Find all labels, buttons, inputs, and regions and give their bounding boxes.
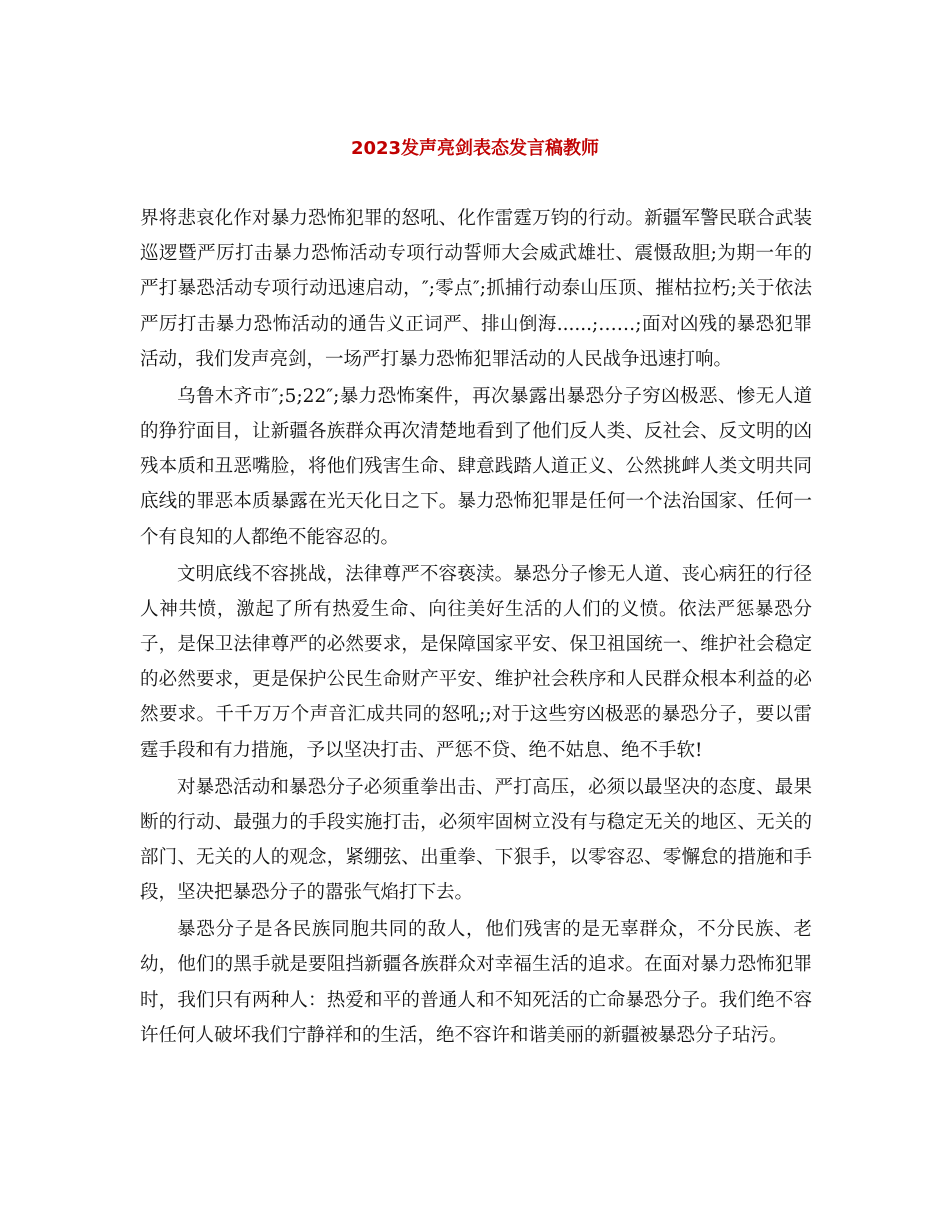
paragraph-3: 文明底线不容挑战，法律尊严不容亵渎。暴恐分子惨无人道、丧心病狂的行径人神共愤，激起了所有热爱生命、向往美好生活的人们的义愤。依法严惩暴恐分子，是保卫法律尊严的必然要求，是保障国家平安、保卫祖国统一、维护社会稳定的必然要求，更是保护公民生命财产平安、维护社会秩序和人民群众根本利益的必然要求。千千万万个声音汇成共同的怒吼;;对于这些穷凶极恶的暴恐分子，要以雷霆手段和有力措施，予以坚决打击、严惩不贷、绝不姑息、绝不手软! (140, 563, 812, 761)
paragraph-5: 暴恐分子是各民族同胞共同的敌人，他们残害的是无辜群众，不分民族、老幼，他们的黑手就是要阻挡新疆各族群众对幸福生活的追求。在面对暴力恐怖犯罪时，我们只有两种人：热爱和平的普通人和不知死活的亡命暴恐分子。我们绝不容许任何人破坏我们宁静祥和的生活，绝不容许和谐美丽的新疆被暴恐分子玷污。 (140, 919, 812, 1046)
document-body (140, 201, 812, 1055)
document-title: 2023发声亮剑表态发言稿教师 (350, 138, 600, 159)
paragraph-4: 对暴恐活动和暴恐分子必须重拳出击、严打高压，必须以最坚决的态度、最果断的行动、最强力的手段实施打击，必须牢固树立没有与稳定无关的地区、无关的部门、无关的人的观念，紧绷弦、出重拳、下狠手，以零容忍、零懈怠的措施和手段，坚决把暴恐分子的嚣张气焰打下去。 (140, 776, 812, 904)
paragraph-1: 界将悲哀化作对暴力恐怖犯罪的怒吼、化作雷霆万钧的行动。新疆军警民联合武装巡逻暨严厉打击暴力恐怖活动专项行动誓师大会威武雄壮、震慑敌胆;为期一年的严打暴恐活动专项行动迅速启动，″;零点″;抓捕行动泰山压顶、摧枯拉朽;关于依法严厉打击暴力恐怖活动的通告义正词严、排山倒海......;……;面对凶残的暴恐犯罪活动，我们发声亮剑，一场严打暴力恐怖犯罪活动的人民战争迅速打响。 (140, 208, 812, 370)
paragraph-2: 乌鲁木齐市″;5;22″;暴力恐怖案件，再次暴露出暴恐分子穷凶极恶、惨无人道的狰狞面目，让新疆各族群众再次清楚地看到了他们反人类、反社会、反文明的凶残本质和丑恶嘴脸，将他们残害生命、肆意践踏人道正义、公然挑衅人类文明共同底线的罪恶本质暴露在光天化日之下。暴力恐怖犯罪是任何一个法治国家、任何一个有良知的人都绝不能容忍的。 (140, 385, 812, 548)
